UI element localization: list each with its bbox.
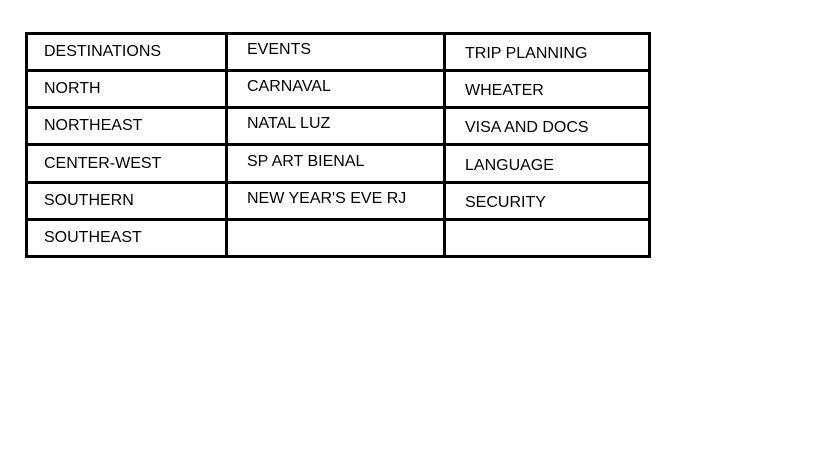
menu-item-label: VISA AND DOCS (465, 119, 589, 137)
menu-item-carnaval[interactable] (227, 71, 445, 108)
menu-item-label: WHEATER (465, 82, 544, 100)
menu-item-language[interactable] (445, 145, 650, 182)
menu-item-southeast[interactable] (27, 219, 227, 256)
destinations-header[interactable] (27, 34, 227, 71)
menu-item-center-west[interactable] (27, 145, 227, 182)
menu-item-natal-luz[interactable] (227, 108, 445, 145)
menu-item-visa-and-docs[interactable] (445, 108, 650, 145)
menu-row (27, 108, 650, 145)
menu-item-label: SOUTHEAST (44, 228, 142, 246)
empty-cell (227, 219, 445, 256)
trip-planning-header-label: TRIP PLANNING (465, 45, 588, 63)
events-header-label: EVENTS (247, 41, 312, 59)
menu-row (27, 182, 650, 219)
menu-item-wheater[interactable] (445, 71, 650, 108)
menu-item-label: NORTH (44, 80, 101, 98)
menu-item-label: SECURITY (465, 193, 546, 211)
menu-row (27, 219, 650, 256)
navigation-menu-table (25, 32, 651, 258)
menu-item-southern[interactable] (27, 182, 227, 219)
empty-cell (445, 219, 650, 256)
menu-item-label: NEW YEAR'S EVE RJ (247, 189, 407, 207)
menu-item-north[interactable] (27, 71, 227, 108)
menu-item-sp-art-bienal[interactable] (227, 145, 445, 182)
menu-item-label: CENTER-WEST (44, 154, 162, 172)
events-header[interactable] (227, 34, 445, 71)
menu-row (27, 145, 650, 182)
trip-planning-header[interactable] (445, 34, 650, 71)
menu-item-northeast[interactable] (27, 108, 227, 145)
menu-item-security[interactable] (445, 182, 650, 219)
menu-item-label: NATAL LUZ (247, 115, 331, 133)
menu-item-new-years-eve-rj[interactable] (227, 182, 445, 219)
menu-item-label: SOUTHERN (44, 191, 134, 209)
menu-item-label: LANGUAGE (465, 156, 554, 174)
menu-item-label: SP ART BIENAL (247, 152, 365, 170)
menu-row (27, 71, 650, 108)
menu-item-label: CARNAVAL (247, 78, 331, 96)
destinations-header-label: DESTINATIONS (44, 43, 162, 61)
menu-item-label: NORTHEAST (44, 117, 143, 135)
menu-header-row (27, 34, 650, 71)
